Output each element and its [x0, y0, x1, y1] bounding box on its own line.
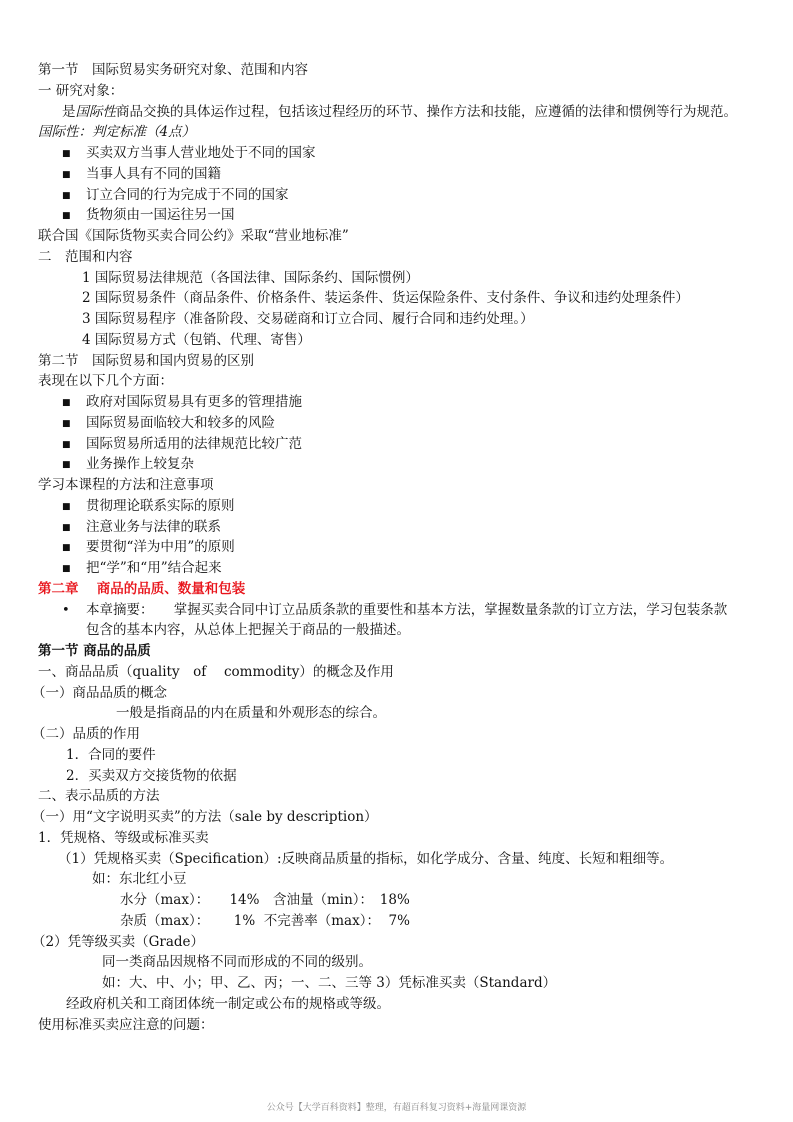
paragraph: 经政府机关和工商团体统一制定或公布的规格或等级。: [66, 995, 390, 1012]
list-item: ■ 政府对国际贸易具有更多的管理措施: [38, 392, 768, 413]
bullet-icon: ■: [62, 169, 71, 180]
list-item: ■ 注意业务与法律的联系: [38, 517, 768, 538]
heading: 学习本课程的方法和注意事项: [38, 477, 214, 493]
heading: （一）商品品质的概念: [32, 684, 167, 701]
chapter-title: 第二章 商品的品质、数量和包装: [38, 580, 246, 597]
list-item: ■ 贯彻理论联系实际的原则: [38, 496, 768, 517]
list-item: ■ 国际贸易面临较大和较多的风险: [38, 413, 768, 434]
section-title: 第一节 国际贸易实务研究对象、范围和内容: [38, 62, 308, 78]
paragraph: 如：大、中、小；甲、乙、丙；一、二、三等 3）凭标准买卖（Standard）: [102, 975, 557, 991]
list-item: ■ 把“学”和“用”结合起来: [38, 558, 768, 579]
footer-watermark: 公众号【大学百科资料】整理，有超百科复习资料+海量网课资源: [266, 1103, 527, 1113]
heading: （2）凭等级买卖（Grade）: [32, 933, 205, 950]
paragraph: （1）凭规格买卖（Specification）:反映商品质量的指标，如化学成分、含量、纯度、长短和粗细等。: [58, 850, 674, 867]
bullet-icon: ■: [62, 211, 71, 222]
chapter-summary-cont: 包含的基本内容，从总体上把握关于商品的一般描述。: [86, 622, 410, 639]
document-body: [32, 60, 768, 1035]
paragraph: 使用标准买卖应注意的问题：: [38, 1016, 214, 1033]
list-item: ■ 买卖双方当事人营业地处于不同的国家: [38, 143, 768, 164]
heading: （一）用“文字说明买卖”的方法（sale by description）: [32, 809, 378, 825]
paragraph: 表现在以下几个方面：: [38, 373, 173, 390]
heading: 二、表示品质的方法: [38, 788, 160, 805]
bullet-icon: ■: [62, 398, 71, 408]
chapter-summary: • 本章摘要： 掌握买卖合同中订立品质条款的重要性和基本方法，掌握数量条款的订立方法，学习包装条款: [38, 600, 768, 621]
list-item: ■ 要贯彻“洋为中用”的原则: [38, 537, 768, 558]
heading: 一 研究对象：: [38, 82, 124, 99]
heading: 1．凭规格、等级或标准买卖: [38, 829, 209, 846]
list-item: 1．合同的要件: [66, 746, 156, 763]
list-item: ■ 货物须由一国运往另一国: [38, 205, 768, 226]
list-item: ■ 业务操作上较复杂: [38, 454, 768, 475]
bullet-icon: ■: [62, 418, 71, 429]
paragraph: 同一类商品因规格不同而形成的不同的级别。: [102, 954, 372, 971]
paragraph: 是国际性商品交换的具体运作过程，包括该过程经历的环节、操作方法和技能，应遵循的法律和惯例等行为规范。: [62, 103, 737, 120]
heading: 国际性：判定标准（4点）: [38, 124, 196, 141]
bullet-icon: ■: [62, 149, 71, 159]
list-item: 4 国际贸易方式（包销、代理、寄售）: [82, 331, 311, 348]
list-item: 1 国际贸易法律规范（各国法律、国际条约、国际惯例）: [82, 269, 419, 286]
example: 如：东北红小豆: [92, 871, 187, 888]
list-item: ■ 国际贸易所适用的法律规范比较广范: [38, 434, 768, 455]
spec-row: 杂质（max）： 1% 不完善率（max）： 7%: [120, 912, 410, 929]
bullet-icon: ■: [62, 501, 71, 512]
bullet-icon: ■: [62, 439, 71, 450]
bullet-icon: ■: [62, 522, 71, 533]
section-title: 第一节 商品的品质: [38, 643, 151, 659]
bullet-icon: ■: [62, 460, 71, 471]
list-item: ■ 订立合同的行为完成于不同的国家: [38, 185, 768, 206]
section-title: 第二节 国际贸易和国内贸易的区别: [38, 352, 254, 369]
bullet-icon: ■: [62, 190, 71, 201]
list-item: 2．买卖双方交接货物的依据: [66, 767, 237, 784]
list-item: 2 国际贸易条件（商品条件、价格条件、装运条件、货运保险条件、支付条件、争议和违约处理条件）: [82, 290, 689, 307]
spec-row: 水分（max）： 14% 含油量（min）： 18%: [120, 892, 410, 908]
bullet-icon: ■: [62, 564, 71, 574]
list-item: ■ 当事人具有不同的国籍: [38, 164, 768, 185]
heading: 二 范围和内容: [38, 248, 133, 265]
bullet-icon: •: [62, 602, 70, 618]
list-item: 3 国际贸易程序（准备阶段、交易磋商和订立合同、履行合同和违约处理。）: [82, 311, 534, 327]
paragraph: 联合国《国际货物买卖合同公约》采取“营业地标准”: [38, 228, 349, 244]
bullet-icon: ■: [62, 543, 71, 554]
heading: （二）品质的作用: [32, 726, 140, 742]
paragraph: 一般是指商品的内在质量和外观形态的综合。: [116, 705, 386, 722]
heading: 一、商品品质（quality of commodity）的概念及作用: [38, 663, 394, 680]
